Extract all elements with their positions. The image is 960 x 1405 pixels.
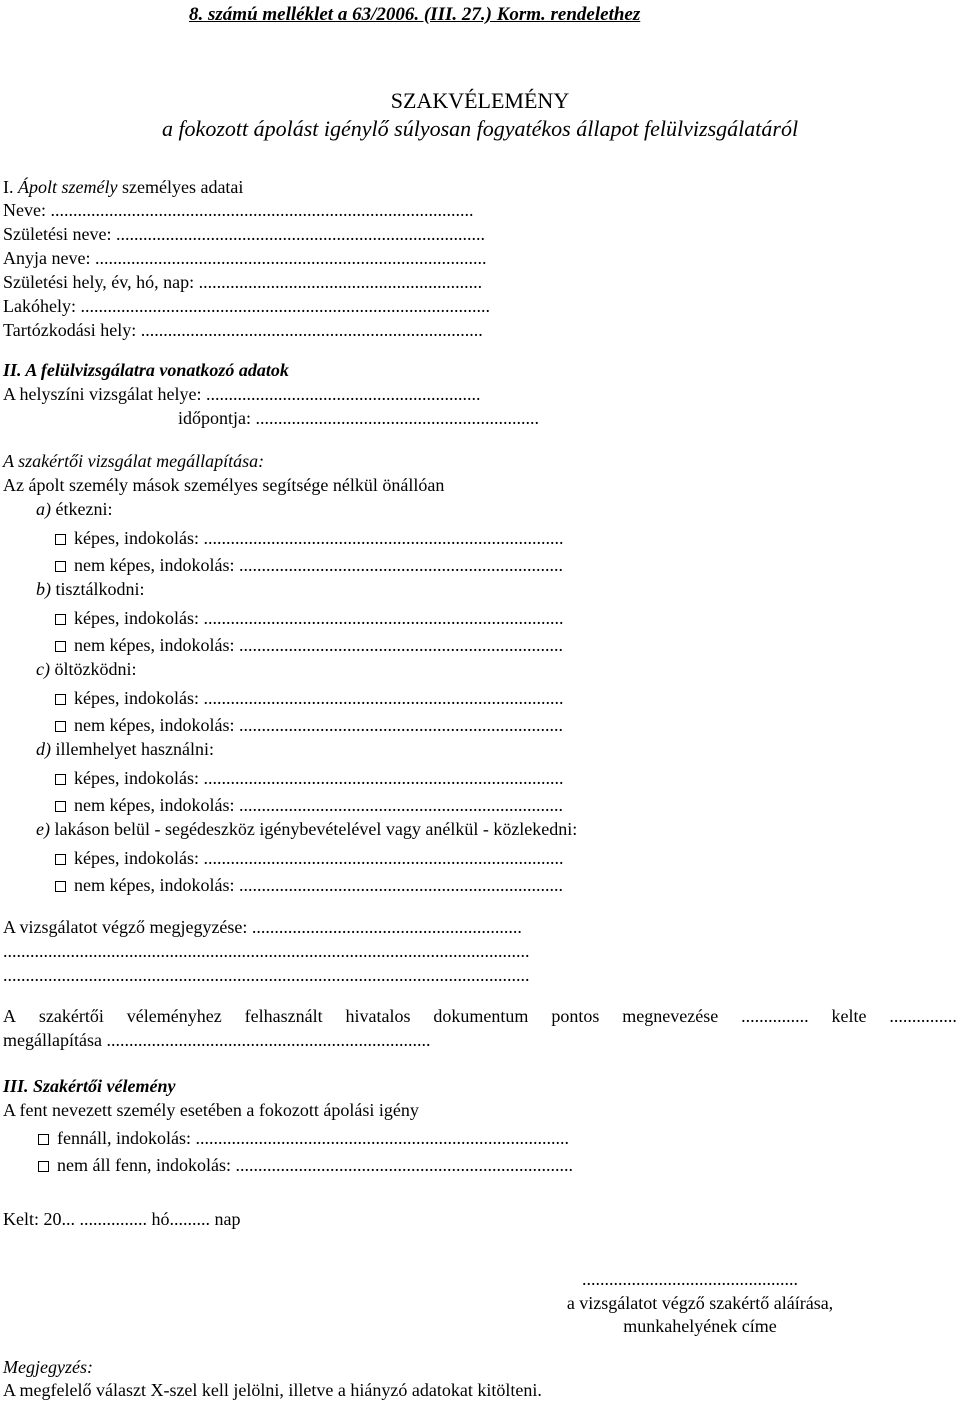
item-text: illemhelyet használni:	[51, 739, 214, 759]
item-c-unable[interactable]	[55, 714, 563, 736]
item-d-able[interactable]	[55, 767, 563, 789]
checkbox[interactable]	[55, 721, 66, 732]
field-mother-name[interactable]: Anyja neve: .......................................................................................	[3, 248, 487, 268]
annex-title: 8. számú melléklet a 63/2006. (III. 27.) Korm. rendelethez	[189, 4, 641, 25]
doc-word: véleményhez	[126, 1006, 222, 1026]
section3-intro: A fent nevezett személy esetében a fokozott ápolási igény	[3, 1100, 419, 1120]
doc-word: A	[3, 1006, 16, 1026]
item-text: lakáson belül - segédeszköz igénybevételével vagy anélkül - közlekedni:	[49, 819, 578, 839]
unable-text[interactable]: nem képes, indokolás: ........................................................................	[74, 555, 563, 575]
checkbox[interactable]	[55, 561, 66, 572]
item-a-label	[36, 498, 112, 520]
checkbox[interactable]	[38, 1134, 49, 1145]
exists-text[interactable]: fennáll, indokolás: ...................................................................................	[57, 1128, 569, 1148]
field-stay-place[interactable]: Tartózkodási hely: ............................................................................	[3, 320, 483, 340]
unable-text[interactable]: nem képes, indokolás: ........................................................................	[74, 875, 563, 895]
checkbox[interactable]	[55, 801, 66, 812]
checkbox[interactable]	[55, 614, 66, 625]
doc-word: hivatalos	[345, 1006, 411, 1026]
doc-fill[interactable]: ...............	[741, 1006, 809, 1026]
section1-heading-rest: személyes adatai	[117, 177, 244, 197]
signature-caption: a vizsgálatot végző szakértő aláírása,	[566, 1293, 834, 1313]
item-letter: e)	[36, 819, 50, 839]
doc-title: SZAKVÉLEMÉNY	[390, 88, 570, 113]
unable-text[interactable]: nem képes, indokolás: ........................................................................	[74, 795, 563, 815]
unable-text[interactable]: nem képes, indokolás: ........................................................................	[74, 715, 563, 735]
field-exam-place[interactable]: A helyszíni vizsgálat helye: .............................................................	[3, 384, 481, 404]
doc-fill[interactable]: ...............	[889, 1006, 957, 1026]
opinion-not-exists[interactable]	[38, 1154, 573, 1176]
field-birth-name[interactable]: Születési neve: ..................................................................................	[3, 224, 485, 244]
doc-word: dokumentum	[433, 1006, 529, 1026]
document-reference-line	[3, 1005, 957, 1027]
item-text: tisztálkodni:	[51, 579, 145, 599]
item-b-label	[36, 578, 145, 600]
item-e-unable[interactable]	[55, 874, 563, 896]
doc-word: felhasznált	[244, 1006, 323, 1026]
item-c-label	[36, 658, 136, 680]
doc-word: megnevezése	[622, 1006, 719, 1026]
checkbox[interactable]	[55, 694, 66, 705]
checkbox[interactable]	[55, 641, 66, 652]
able-text[interactable]: képes, indokolás: ................................................................................	[74, 848, 564, 868]
doc-finding-line[interactable]: megállapítása ........................................................................	[3, 1030, 431, 1050]
note-label: Megjegyzés:	[3, 1357, 93, 1377]
able-text[interactable]: képes, indokolás: ................................................................................	[74, 528, 564, 548]
findings-intro: Az ápolt személy mások személyes segítsége nélkül önállóan	[3, 475, 445, 495]
item-b-unable[interactable]	[55, 634, 563, 656]
opinion-exists[interactable]	[38, 1127, 569, 1149]
item-text: étkezni:	[51, 499, 113, 519]
examiner-note-line[interactable]: .....................................................................................................................	[3, 965, 530, 985]
doc-word: kelte	[831, 1006, 867, 1026]
item-letter: b)	[36, 579, 51, 599]
examiner-note-line[interactable]: .....................................................................................................................	[3, 941, 530, 961]
checkbox[interactable]	[55, 854, 66, 865]
item-letter: a)	[36, 499, 51, 519]
not-exists-text[interactable]: nem áll fenn, indokolás: ...........................................................................	[57, 1155, 573, 1175]
item-a-able[interactable]	[55, 527, 563, 549]
unable-text[interactable]: nem képes, indokolás: ........................................................................	[74, 635, 563, 655]
item-c-able[interactable]	[55, 687, 563, 709]
item-a-unable[interactable]	[55, 554, 563, 576]
section1-heading-italic: Ápolt személy	[18, 177, 118, 197]
date-line[interactable]: Kelt: 20... ............... hó......... nap	[3, 1209, 241, 1229]
doc-word: pontos	[551, 1006, 600, 1026]
checkbox[interactable]	[38, 1161, 49, 1172]
section1-heading	[3, 176, 243, 198]
field-birth-place-date[interactable]: Születési hely, év, hó, nap: ...............................................................	[3, 272, 483, 292]
checkbox[interactable]	[55, 774, 66, 785]
examiner-note-label[interactable]: A vizsgálatot végző megjegyzése: ............................................................	[3, 917, 522, 937]
doc-word: szakértői	[38, 1006, 104, 1026]
section3-heading: III. Szakértői vélemény	[3, 1076, 176, 1096]
field-name[interactable]: Neve: ..............................................................................................	[3, 200, 474, 220]
able-text[interactable]: képes, indokolás: ................................................................................	[74, 688, 564, 708]
field-residence[interactable]: Lakóhely: ...........................................................................................	[3, 296, 490, 316]
item-text: öltözködni:	[49, 659, 137, 679]
section1-heading-prefix: I.	[3, 177, 18, 197]
signature-dots[interactable]: ................................................	[582, 1269, 798, 1289]
able-text[interactable]: képes, indokolás: ................................................................................	[74, 608, 564, 628]
field-exam-time[interactable]: időpontja: ...............................................................	[178, 408, 539, 428]
item-e-label	[36, 818, 577, 840]
section2-heading: II. A felülvizsgálatra vonatkozó adatok	[3, 360, 289, 380]
item-letter: d)	[36, 739, 51, 759]
item-e-able[interactable]	[55, 847, 563, 869]
item-letter: c)	[36, 659, 50, 679]
note-text: A megfelelő választ X-szel kell jelölni, illetve a hiányzó adatokat kitölteni.	[3, 1380, 542, 1400]
findings-heading: A szakértői vizsgálat megállapítása:	[3, 451, 265, 471]
doc-subtitle: a fokozott ápolást igénylő súlyosan fogyatékos állapot felülvizsgálatáról	[161, 116, 799, 141]
signature-workplace: munkahelyének címe	[623, 1316, 777, 1336]
checkbox[interactable]	[55, 881, 66, 892]
checkbox[interactable]	[55, 534, 66, 545]
item-d-unable[interactable]	[55, 794, 563, 816]
item-d-label	[36, 738, 214, 760]
able-text[interactable]: képes, indokolás: ................................................................................	[74, 768, 564, 788]
item-b-able[interactable]	[55, 607, 563, 629]
